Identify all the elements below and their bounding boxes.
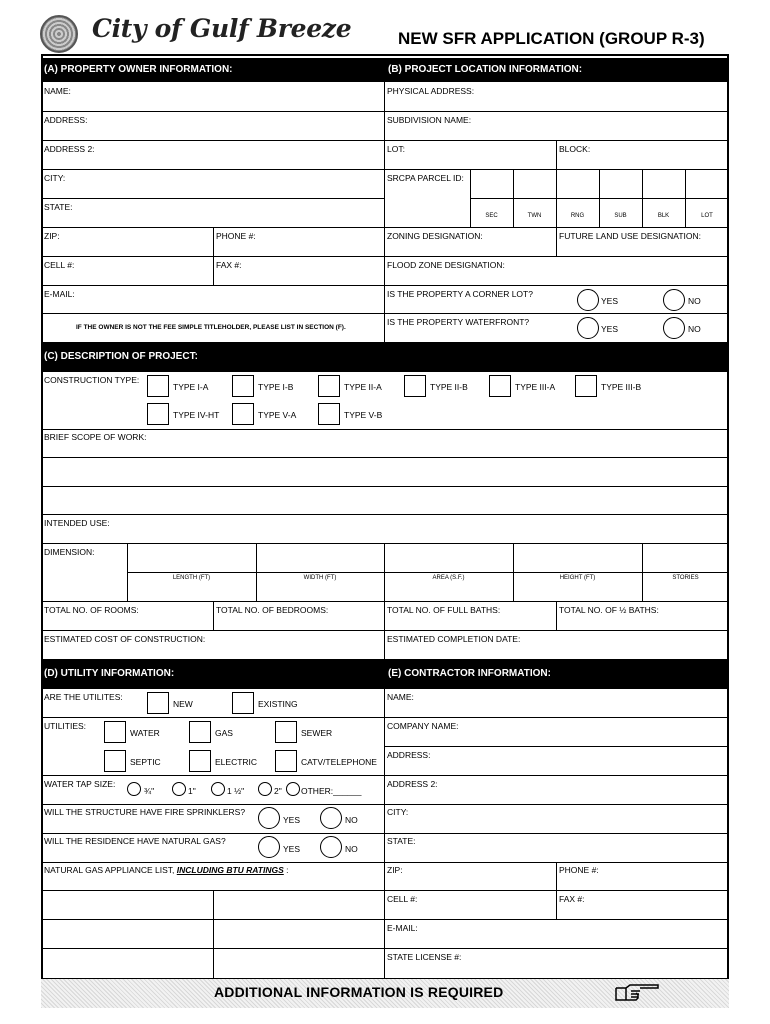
waterfront-yes-label: YES <box>601 324 619 334</box>
owner-fax-field[interactable]: FAX #: <box>216 260 242 270</box>
lot-field[interactable]: LOT: <box>387 144 405 154</box>
utilities-existing-label: EXISTING <box>258 699 298 709</box>
type-ib-label: TYPE I-B <box>258 382 294 392</box>
rooms-field[interactable]: TOTAL NO. OF ROOMS: <box>44 605 139 615</box>
sprinklers-no-radio[interactable] <box>320 807 342 829</box>
sewer-label: SEWER <box>301 728 333 738</box>
type-iia-checkbox[interactable] <box>318 375 340 397</box>
water-label: WATER <box>130 728 160 738</box>
corner-lot-no-radio[interactable] <box>663 289 685 311</box>
type-vb-label: TYPE V-B <box>344 410 383 420</box>
owner-address-field[interactable]: ADDRESS: <box>44 115 88 125</box>
flood-zone-field[interactable]: FLOOD ZONE DESIGNATION: <box>387 260 505 270</box>
section-e-title: (E) CONTRACTOR INFORMATION: <box>388 668 551 679</box>
section-a-title: (A) PROPERTY OWNER INFORMATION: <box>44 64 233 75</box>
bedrooms-field[interactable]: TOTAL NO. OF BEDROOMS: <box>216 605 329 615</box>
sprinklers-yes-radio[interactable] <box>258 807 280 829</box>
tap-other-label[interactable]: OTHER:______ <box>301 786 362 796</box>
type-iiia-checkbox[interactable] <box>489 375 511 397</box>
contractor-license-field[interactable]: STATE LICENSE #: <box>387 952 462 962</box>
owner-city-field[interactable]: CITY: <box>44 173 66 183</box>
waterfront-no-radio[interactable] <box>663 317 685 339</box>
tap-1-radio[interactable] <box>172 782 186 796</box>
parcel-col-sub: SUB <box>614 213 627 219</box>
contractor-email-field[interactable]: E-MAIL: <box>387 923 418 933</box>
sprinklers-no-label: NO <box>345 815 358 825</box>
type-iib-checkbox[interactable] <box>404 375 426 397</box>
type-iia-label: TYPE II-A <box>344 382 382 392</box>
contractor-address-field[interactable]: ADDRESS: <box>387 750 431 760</box>
utilities-label: UTILITIES: <box>44 721 87 731</box>
type-ia-label: TYPE I-A <box>173 382 209 392</box>
tap-112-label: 1 ½" <box>227 786 245 796</box>
tap-1-label: 1" <box>188 786 196 796</box>
block-field[interactable]: BLOCK: <box>559 144 591 154</box>
gas-checkbox[interactable] <box>189 721 211 743</box>
type-iiib-label: TYPE III-B <box>601 382 642 392</box>
septic-label: SEPTIC <box>130 757 161 767</box>
natural-gas-yes-radio[interactable] <box>258 836 280 858</box>
parcel-col-sec: SEC <box>485 213 498 219</box>
contractor-cell-field[interactable]: CELL #: <box>387 894 418 904</box>
are-utilities-label: ARE THE UTILITES: <box>44 692 123 702</box>
intended-use-field[interactable]: INTENDED USE: <box>44 518 110 528</box>
electric-checkbox[interactable] <box>189 750 211 772</box>
water-checkbox[interactable] <box>104 721 126 743</box>
type-va-label: TYPE V-A <box>258 410 297 420</box>
city-seal <box>40 15 78 53</box>
septic-checkbox[interactable] <box>104 750 126 772</box>
parcel-id-label: SRCPA PARCEL ID: <box>387 173 464 183</box>
type-vb-checkbox[interactable] <box>318 403 340 425</box>
dim-area-label: AREA (S.F.) <box>432 575 465 581</box>
type-iib-label: TYPE II-B <box>430 382 468 392</box>
sewer-checkbox[interactable] <box>275 721 297 743</box>
est-cost-field[interactable]: ESTIMATED COST OF CONSTRUCTION: <box>44 634 206 644</box>
physical-address-field[interactable]: PHYSICAL ADDRESS: <box>387 86 475 96</box>
waterfront-no-label: NO <box>688 324 701 334</box>
tap-34-radio[interactable] <box>127 782 141 796</box>
corner-lot-label: IS THE PROPERTY A CORNER LOT? <box>387 289 533 299</box>
owner-zip-field[interactable]: ZIP: <box>44 231 60 241</box>
owner-address2-field[interactable]: ADDRESS 2: <box>44 144 95 154</box>
parcel-col-rng: RNG <box>570 213 585 219</box>
dim-length-label: LENGTH (FT) <box>172 575 211 581</box>
owner-email-field[interactable]: E-MAIL: <box>44 289 75 299</box>
scope-of-work-field[interactable]: BRIEF SCOPE OF WORK: <box>44 432 147 442</box>
zoning-field[interactable]: ZONING DESIGNATION: <box>387 231 483 241</box>
electric-label: ELECTRIC <box>215 757 258 767</box>
est-completion-field[interactable]: ESTIMATED COMPLETION DATE: <box>387 634 521 644</box>
dim-height-label: HEIGHT (FT) <box>559 575 596 581</box>
full-baths-field[interactable]: TOTAL NO. OF FULL BATHS: <box>387 605 501 615</box>
parcel-col-lot: LOT <box>701 213 713 219</box>
corner-lot-no-label: NO <box>688 296 701 306</box>
half-baths-field[interactable]: TOTAL NO. OF ½ BATHS: <box>559 605 659 615</box>
corner-lot-yes-label: YES <box>601 296 619 306</box>
type-ivht-label: TYPE IV-HT <box>173 410 220 420</box>
footer-text: ADDITIONAL INFORMATION IS REQUIRED <box>214 984 504 1000</box>
contractor-name-field[interactable]: NAME: <box>387 692 414 702</box>
tap-other-radio[interactable] <box>286 782 300 796</box>
dim-stories-label: STORIES <box>672 575 699 581</box>
tap-112-radio[interactable] <box>211 782 225 796</box>
parcel-col-twn: TWN <box>527 213 542 219</box>
type-iiia-label: TYPE III-A <box>515 382 556 392</box>
tap-2-label: 2" <box>274 786 282 796</box>
owner-note: IF THE OWNER IS NOT THE FEE SIMPLE TITLEHOLDER, PLEASE LIST IN SECTION (F). <box>76 324 346 331</box>
city-logo: City of Gulf Breeze <box>92 14 352 43</box>
type-ivht-checkbox[interactable] <box>147 403 169 425</box>
gas-label: GAS <box>215 728 233 738</box>
natural-gas-no-label: NO <box>345 844 358 854</box>
subdivision-field[interactable]: SUBDIVISION NAME: <box>387 115 472 125</box>
contractor-company-field[interactable]: COMPANY NAME: <box>387 721 459 731</box>
natural-gas-label: WILL THE RESIDENCE HAVE NATURAL GAS? <box>44 836 226 846</box>
owner-phone-field[interactable]: PHONE #: <box>216 231 256 241</box>
owner-state-field[interactable]: STATE: <box>44 202 73 212</box>
tap-34-label: ¾" <box>144 786 155 796</box>
utilities-new-checkbox[interactable] <box>147 692 169 714</box>
type-iiib-checkbox[interactable] <box>575 375 597 397</box>
contractor-address2-field[interactable]: ADDRESS 2: <box>387 779 438 789</box>
construction-type-label: CONSTRUCTION TYPE: <box>44 375 140 385</box>
contractor-phone-field[interactable]: PHONE #: <box>559 865 599 875</box>
contractor-state-field[interactable]: STATE: <box>387 836 416 846</box>
section-b-title: (B) PROJECT LOCATION INFORMATION: <box>388 64 583 75</box>
appliance-list-label: NATURAL GAS APPLIANCE LIST, INCLUDING BTU RATINGS : <box>44 865 289 875</box>
owner-name-field[interactable]: NAME: <box>44 86 71 96</box>
catv-label: CATV/TELEPHONE <box>301 757 377 767</box>
parcel-col-blk: BLK <box>657 213 670 219</box>
type-ia-checkbox[interactable] <box>147 375 169 397</box>
catv-checkbox[interactable] <box>275 750 297 772</box>
utilities-existing-checkbox[interactable] <box>232 692 254 714</box>
pointing-hand-icon <box>613 982 663 1004</box>
owner-cell-field[interactable]: CELL #: <box>44 260 75 270</box>
sprinklers-label: WILL THE STRUCTURE HAVE FIRE SPRINKLERS? <box>44 807 246 817</box>
appliance-list-emphasis: INCLUDING BTU RATINGS <box>176 865 284 875</box>
section-c-title: (C) DESCRIPTION OF PROJECT: <box>44 351 198 362</box>
type-ib-checkbox[interactable] <box>232 375 254 397</box>
contractor-fax-field[interactable]: FAX #: <box>559 894 585 904</box>
type-va-checkbox[interactable] <box>232 403 254 425</box>
page-title: NEW SFR APPLICATION (GROUP R-3) <box>398 29 705 48</box>
corner-lot-yes-radio[interactable] <box>577 289 599 311</box>
natural-gas-no-radio[interactable] <box>320 836 342 858</box>
tap-2-radio[interactable] <box>258 782 272 796</box>
utilities-new-label: NEW <box>173 699 193 709</box>
water-tap-label: WATER TAP SIZE: <box>44 779 116 789</box>
contractor-zip-field[interactable]: ZIP: <box>387 865 403 875</box>
natural-gas-yes-label: YES <box>283 844 301 854</box>
section-d-title: (D) UTILITY INFORMATION: <box>44 668 175 679</box>
dimension-label: DIMENSION: <box>44 547 95 557</box>
contractor-city-field[interactable]: CITY: <box>387 807 409 817</box>
waterfront-label: IS THE PROPERTY WATERFRONT? <box>387 317 530 327</box>
future-land-use-field[interactable]: FUTURE LAND USE DESIGNATION: <box>559 231 701 241</box>
waterfront-yes-radio[interactable] <box>577 317 599 339</box>
dim-width-label: WIDTH (FT) <box>303 575 337 581</box>
sprinklers-yes-label: YES <box>283 815 301 825</box>
